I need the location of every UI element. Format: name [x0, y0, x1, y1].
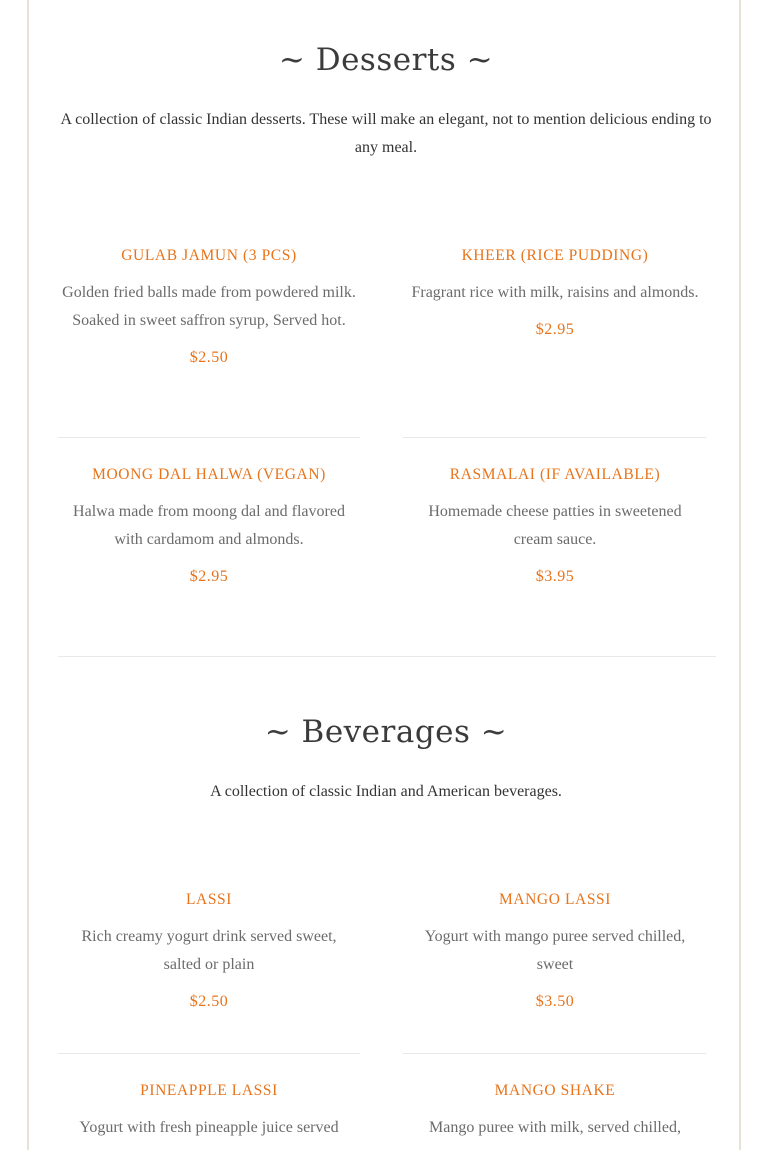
- item-name: GULAB JAMUN (3 PCS): [121, 247, 297, 264]
- item-divider: [58, 1053, 360, 1054]
- menu-item-gulab-jamun: [61, 247, 357, 367]
- item-description: Mango puree with milk, served chilled,: [429, 1119, 681, 1136]
- item-description: Fragrant rice with milk, raisins and almonds.: [411, 284, 699, 301]
- item-name: KHEER (RICE PUDDING): [461, 247, 649, 264]
- menu-page: [27, 0, 741, 1150]
- item-description: Golden fried balls made from powdered milk. Soaked in sweet saffron syrup, Served hot.: [62, 284, 356, 329]
- item-description: Halwa made from moong dal and flavored with cardamom and almonds.: [73, 503, 345, 548]
- item-name: LASSI: [185, 891, 233, 908]
- menu-item-pineapple-lassi: [59, 1082, 359, 1142]
- item-price: $3.50: [535, 993, 575, 1010]
- item-price: $2.50: [189, 349, 229, 366]
- desserts-title: ~ Desserts ~: [278, 42, 494, 78]
- item-name: MANGO SHAKE: [494, 1082, 616, 1099]
- item-price: $2.95: [535, 321, 575, 338]
- beverages-title: ~ Beverages ~: [264, 714, 508, 750]
- section-divider: [58, 656, 716, 657]
- item-divider: [58, 437, 360, 438]
- menu-item-mango-shake: [407, 1082, 703, 1142]
- item-name: MANGO LASSI: [498, 891, 612, 908]
- menu-item-moong-dal-halwa: [59, 466, 359, 586]
- item-divider: [403, 437, 706, 438]
- menu-item-lassi: [61, 891, 357, 1011]
- item-description: Yogurt with mango puree served chilled, sweet: [424, 928, 686, 973]
- item-divider: [403, 1053, 706, 1054]
- beverages-description: A collection of classic Indian and American beverages.: [210, 783, 562, 800]
- item-description: Homemade cheese patties in sweetened cream sauce.: [428, 503, 682, 548]
- item-price: $3.95: [535, 568, 575, 585]
- menu-item-rasmalai: [407, 466, 703, 586]
- menu-item-mango-lassi: [407, 891, 703, 1011]
- item-name: RASMALAI (IF AVAILABLE): [449, 466, 661, 483]
- item-price: $2.95: [189, 568, 229, 585]
- item-description: Yogurt with fresh pineapple juice served: [79, 1119, 339, 1136]
- item-name: MOONG DAL HALWA (VEGAN): [92, 466, 326, 483]
- item-name: PINEAPPLE LASSI: [140, 1082, 278, 1099]
- item-description: Rich creamy yogurt drink served sweet, salted or plain: [81, 928, 337, 973]
- desserts-description: A collection of classic Indian desserts. These will make an elegant, not to mention delicious ending to any meal.: [60, 111, 712, 156]
- menu-item-kheer: [407, 247, 703, 339]
- item-price: $2.50: [189, 993, 229, 1010]
